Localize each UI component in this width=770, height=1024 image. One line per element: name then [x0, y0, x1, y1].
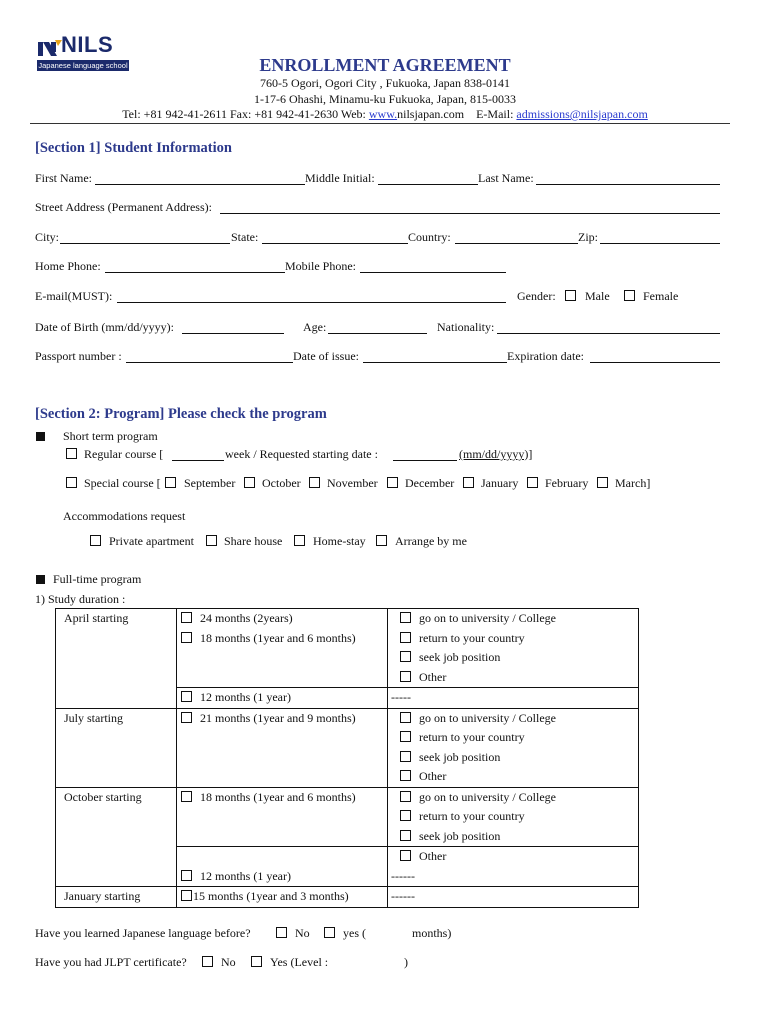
country-field[interactable] — [455, 243, 578, 244]
expiration-label: Expiration date: — [507, 349, 584, 363]
goal-checkbox[interactable] — [400, 751, 411, 762]
empty-row — [177, 827, 387, 847]
expiration-field[interactable] — [590, 362, 720, 363]
dash-text: ------ — [391, 868, 415, 883]
email-field-label: E-mail(MUST): — [35, 289, 113, 303]
age-field[interactable] — [328, 333, 427, 334]
option-row — [177, 688, 387, 708]
goal-label: Other — [419, 849, 447, 863]
middle-initial-label: Middle Initial: — [305, 171, 375, 185]
april-goals-cell — [388, 609, 639, 688]
december-label: December — [405, 476, 455, 490]
full-time-label: Full-time program — [53, 572, 142, 586]
state-label: State: — [231, 230, 259, 244]
goal-label: go on to university / College — [419, 611, 556, 625]
january-cell — [56, 887, 177, 908]
regular-course-checkbox[interactable] — [66, 448, 77, 459]
state-field[interactable] — [262, 243, 408, 244]
jlpt-yes-checkbox[interactable] — [251, 956, 262, 967]
dob-label: Date of Birth (mm/dd/yyyy): — [35, 320, 174, 334]
april-12-cell — [177, 688, 388, 709]
email-label: E-Mail: — [476, 107, 517, 121]
october-label: October — [262, 476, 301, 490]
empty-row — [177, 847, 387, 867]
document-title: ENROLLMENT AGREEMENT — [259, 55, 511, 75]
duration-checkbox[interactable] — [181, 870, 192, 881]
address-line-1: 760-5 Ogori, Ogori City , Fukuoka, Japan 838-0141 — [260, 76, 510, 90]
dash-cell — [388, 887, 639, 908]
web-domain: nilsjapan.com — [397, 107, 465, 121]
july-starting-label: July starting — [64, 710, 123, 725]
goal-checkbox[interactable] — [400, 651, 411, 662]
jlpt-no-label: No — [221, 955, 236, 969]
learned-no-checkbox[interactable] — [276, 927, 287, 938]
learned-no-label: No — [295, 926, 310, 940]
goal-checkbox[interactable] — [400, 712, 411, 723]
home-phone-field[interactable] — [105, 272, 285, 273]
july-goals-cell — [388, 708, 639, 787]
duration-checkbox[interactable] — [181, 612, 192, 623]
study-duration-label: 1) Study duration : — [35, 592, 126, 606]
option-label: 18 months (1year and 6 months) — [200, 630, 356, 645]
empty-row — [177, 807, 387, 827]
learned-yes-label: yes ( — [343, 926, 366, 940]
last-name-label: Last Name: — [478, 171, 534, 185]
special-course-label: Special course [ — [84, 476, 161, 490]
october-12-cell — [177, 847, 388, 887]
february-checkbox[interactable] — [527, 477, 538, 488]
contact-line — [0, 107, 770, 122]
home-stay-checkbox[interactable] — [294, 535, 305, 546]
goal-label: return to your country — [419, 630, 525, 645]
goal-label: seek job position — [419, 650, 501, 664]
goal-label: Other — [419, 769, 447, 783]
female-label: Female — [643, 289, 679, 303]
april-starting-label: April starting — [64, 611, 129, 625]
goal-label: go on to university / College — [419, 789, 556, 804]
january-starting-label: January starting — [64, 889, 141, 903]
female-checkbox[interactable] — [624, 290, 635, 301]
short-term-label: Short term program — [63, 429, 158, 443]
goal-checkbox[interactable] — [400, 671, 411, 682]
october-other-cell — [388, 847, 639, 887]
empty-row — [177, 648, 387, 668]
goal-label: seek job position — [419, 749, 501, 764]
goal-row — [388, 767, 638, 787]
private-apartment-checkbox[interactable] — [90, 535, 101, 546]
mobile-phone-field[interactable] — [360, 272, 506, 273]
email-field[interactable] — [117, 302, 506, 303]
dash-cell — [388, 688, 639, 709]
duration-checkbox[interactable] — [181, 791, 192, 802]
april-cell — [56, 609, 177, 709]
table-row — [56, 887, 639, 908]
nationality-field[interactable] — [497, 333, 720, 334]
first-name-field[interactable] — [95, 184, 305, 185]
street-field[interactable] — [220, 213, 720, 214]
july-options-cell — [177, 708, 388, 787]
jlpt-question: Have you had JLPT certificate? — [35, 955, 187, 969]
duration-checkbox[interactable] — [181, 632, 192, 643]
goal-checkbox[interactable] — [400, 791, 411, 802]
option-row — [177, 709, 387, 729]
goal-row — [388, 629, 638, 649]
dash-text: ----- — [391, 690, 411, 704]
study-duration-table — [55, 608, 639, 908]
table-row — [56, 609, 639, 688]
logo-tagline: Japanese language school — [38, 61, 128, 70]
option-row — [177, 629, 387, 649]
goal-row — [388, 668, 638, 688]
goal-checkbox[interactable] — [400, 850, 411, 861]
goal-label: return to your country — [419, 730, 525, 744]
goal-checkbox[interactable] — [400, 810, 411, 821]
option-label: 24 months (2years) — [200, 611, 293, 625]
passport-field[interactable] — [126, 362, 293, 363]
nationality-label: Nationality: — [437, 320, 495, 334]
address-line-2: 1-17-6 Ohashi, Minamu-ku Fukuoka, Japan, 815-0033 — [254, 92, 516, 106]
option-label: 18 months (1year and 6 months) — [200, 789, 356, 804]
country-label: Country: — [408, 230, 451, 244]
option-row — [177, 867, 387, 887]
share-house-checkbox[interactable] — [206, 535, 217, 546]
october-cell — [56, 787, 177, 887]
january-options-cell — [177, 887, 388, 908]
contact-phone-fax: Tel: +81 942-41-2611 Fax: +81 942-41-2630 Web: — [122, 107, 369, 121]
street-label: Street Address (Permanent Address): — [35, 200, 212, 214]
october-options-cell — [177, 787, 388, 847]
bullet-icon — [36, 575, 45, 584]
header-divider — [30, 123, 730, 124]
arrange-by-me-checkbox[interactable] — [376, 535, 387, 546]
goal-row — [388, 847, 638, 867]
gender-label: Gender: — [517, 289, 556, 303]
table-row — [56, 708, 639, 787]
goal-row — [388, 807, 638, 827]
male-checkbox[interactable] — [565, 290, 576, 301]
male-label: Male — [585, 289, 610, 303]
starting-date-field[interactable] — [393, 460, 457, 461]
goal-label: return to your country — [419, 809, 525, 823]
option-row — [177, 788, 387, 808]
goal-checkbox[interactable] — [400, 770, 411, 781]
special-course-checkbox[interactable] — [66, 477, 77, 488]
goal-row — [388, 709, 638, 729]
march-label: March] — [615, 476, 651, 490]
learned-yes-checkbox[interactable] — [324, 927, 335, 938]
zip-field[interactable] — [600, 243, 720, 244]
option-row — [177, 609, 387, 629]
december-checkbox[interactable] — [387, 477, 398, 488]
home-stay-label: Home-stay — [313, 534, 366, 548]
february-label: February — [545, 476, 589, 490]
dob-field[interactable] — [182, 333, 284, 334]
option-label: 12 months (1 year) — [200, 690, 291, 704]
learned-months-label: months) — [412, 926, 452, 940]
goal-label: go on to university / College — [419, 710, 556, 725]
city-field[interactable] — [60, 243, 230, 244]
logo-wordmark: NILS — [61, 32, 114, 57]
weeks-field[interactable] — [172, 460, 224, 461]
first-name-label: First Name: — [35, 171, 92, 185]
january-checkbox[interactable] — [463, 477, 474, 488]
jlpt-close: ) — [404, 955, 408, 969]
share-house-label: Share house — [224, 534, 283, 548]
dash-text: ------ — [391, 889, 415, 903]
goal-row — [388, 827, 638, 847]
option-label: 15 months (1year and 3 months) — [193, 889, 349, 903]
option-label: 12 months (1 year) — [200, 868, 291, 883]
march-checkbox[interactable] — [597, 477, 608, 488]
passport-label: Passport number : — [35, 349, 122, 363]
last-name-field[interactable] — [536, 184, 720, 185]
goal-checkbox[interactable] — [400, 830, 411, 841]
private-apartment-label: Private apartment — [109, 534, 194, 548]
october-goals-cell — [388, 787, 639, 847]
date-format-hint: (mm/dd/yyyy)] — [459, 447, 533, 461]
section1-heading: [Section 1] Student Information — [35, 140, 232, 156]
regular-course-label: Regular course [ — [84, 447, 164, 461]
learned-question: Have you learned Japanese language before? — [35, 926, 251, 940]
city-label: City: — [35, 230, 60, 244]
goal-row — [388, 609, 638, 629]
november-label: November — [327, 476, 378, 490]
goal-row — [388, 648, 638, 668]
goal-label: Other — [419, 669, 447, 684]
home-phone-label: Home Phone: — [35, 259, 101, 273]
accommodations-label: Accommodations request — [63, 509, 186, 523]
july-cell — [56, 708, 177, 787]
goal-checkbox[interactable] — [400, 731, 411, 742]
option-row — [177, 887, 387, 907]
goal-row — [388, 748, 638, 768]
email-link[interactable]: admissions@nilsjapan.com — [516, 107, 648, 121]
arrange-by-me-label: Arrange by me — [395, 534, 467, 548]
october-checkbox[interactable] — [244, 477, 255, 488]
goal-checkbox[interactable] — [400, 632, 411, 643]
september-checkbox[interactable] — [165, 477, 176, 488]
duration-checkbox[interactable] — [181, 691, 192, 702]
date-issue-label: Date of issue: — [293, 349, 359, 363]
date-issue-field[interactable] — [363, 362, 507, 363]
goal-label: seek job position — [419, 828, 501, 843]
october-starting-label: October starting — [64, 789, 142, 804]
mobile-phone-label: Mobile Phone: — [285, 259, 356, 273]
empty-row — [177, 668, 387, 688]
age-label: Age: — [303, 320, 327, 334]
table-row — [56, 787, 639, 847]
web-link[interactable]: www. — [368, 107, 398, 121]
january-label: January — [481, 476, 519, 490]
middle-initial-field[interactable] — [378, 184, 478, 185]
duration-checkbox[interactable] — [181, 712, 192, 723]
goal-row — [388, 728, 638, 748]
goal-checkbox[interactable] — [400, 612, 411, 623]
duration-checkbox[interactable] — [181, 890, 192, 901]
jlpt-yes-label: Yes (Level : — [270, 955, 329, 969]
regular-week-label: week / Requested starting date : — [225, 447, 378, 461]
bullet-icon — [36, 432, 45, 441]
goal-row — [388, 788, 638, 808]
option-label: 21 months (1year and 9 months) — [200, 710, 356, 725]
jlpt-no-checkbox[interactable] — [202, 956, 213, 967]
zip-label: Zip: — [578, 230, 598, 244]
april-options-cell — [177, 609, 388, 688]
september-label: September — [184, 476, 236, 490]
section2-heading: [Section 2: Program] Please check the program — [35, 406, 327, 422]
november-checkbox[interactable] — [309, 477, 320, 488]
